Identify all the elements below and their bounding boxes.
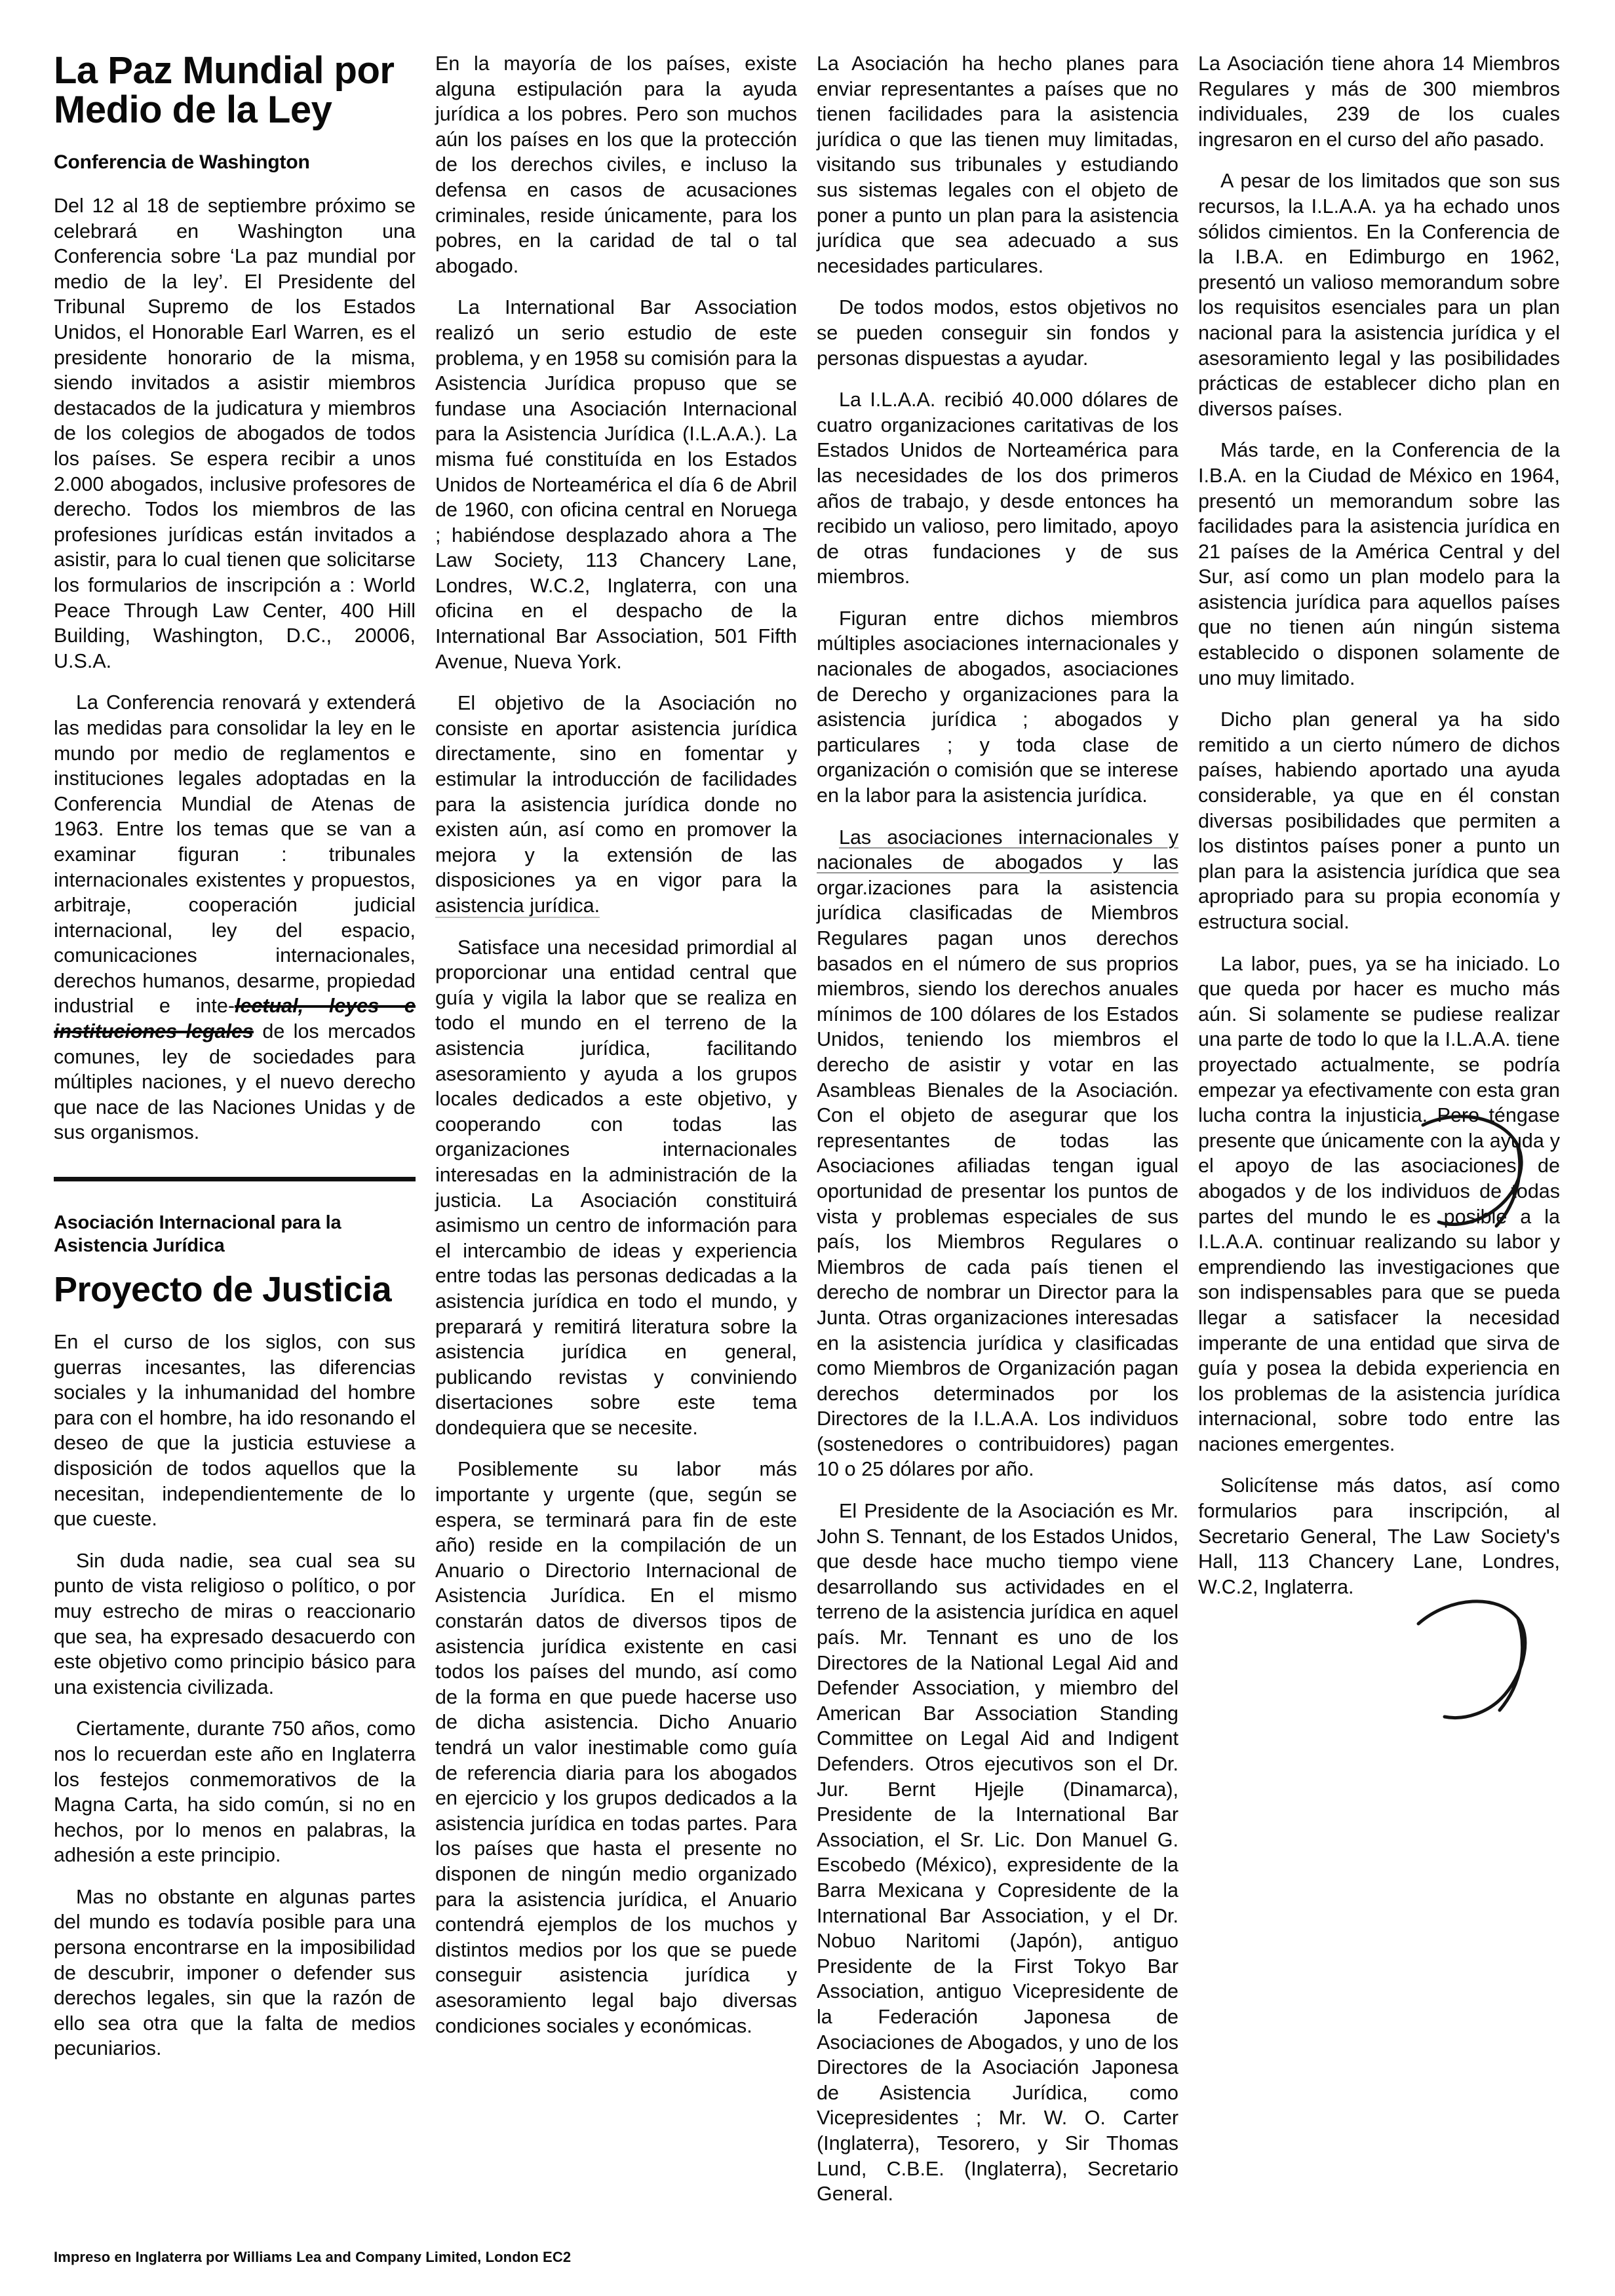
- four-column-layout: [54, 49, 1560, 2207]
- paragraph: La labor, pues, ya se ha iniciado. Lo que queda por hacer es mucho más aún. Si solamente se pudiese realizar una parte de todo lo que la I.L.A.A. tiene proyectado actualmente, se podría empezar ya efectivamente con esta gran lucha contra la injusticia. Pero téngase presente que únicamente con la ayuda y el apoyo de las asociaciones de abogados y de los individuos de todas partes del mundo le es posible a la I.L.A.A. continuar realizando su labor y emprendiendo las investigaciones que son indispensables para que se pueda llegar a satisfacer la necesidad imperante de una entidad que sirva de guía y posea la debida experiencia en los problemas de la asistencia jurídica internacional, sobre todo entre las naciones emergentes.: [1198, 952, 1560, 1455]
- paragraph: La Asociación ha hecho planes para enviar representantes a países que no tienen facilidades para la asistencia jurídica o que las tienen muy limitadas, visitando sus tribunales y estudiando sus sistemas legales con el objeto de poner a punto un plan para la asistencia jurídica que sea adecuado a sus necesidades particulares.: [817, 52, 1178, 277]
- paragraph: La Asociación tiene ahora 14 Miembros Regulares y más de 300 miembros individuales, 239 de los cuales ingresaron en el curso del año pasado.: [1198, 52, 1560, 151]
- paragraph: La International Bar Association realizó un serio estudio de este problema, y en 1958 su comisión para la Asistencia Jurídica propuso que se fundase una Asociación Internacional para la Asistencia Jurídica (I.L.A.A.). La misma fué constituída en los Estados Unidos de Norteamérica el día 6 de Abril de 1960, con oficina central en Noruega ; habiéndose desplazado ahora a The Law Society, 113 Chancery Lane, Londres, W.C.2, Inglaterra, con una oficina en el despacho de la International Bar Association, 501 Fifth Avenue, Nueva York.: [435, 296, 797, 673]
- paragraph: La I.L.A.A. recibió 40.000 dólares de cuatro organizaciones caritativas de los Estados Unidos de Norteamérica para las necesidades de los dos primeros años de trabajo, y desde entonces ha recibido un valioso, pero limitado, apoyo de otras fundaciones y de sus miembros.: [817, 389, 1178, 588]
- paragraph: Del 12 al 18 de septiembre próximo se celebrará en Washington una Conferencia sobre ‘La paz mundial por medio de la ley’. El Presidente del Tribunal Supremo de los Estados Unidos, el Honorable Earl Warren, es el presidente honorario de la misma, siendo invitados a asistir miembros destacados de la judicatura y miembros de los colegios de abogados de todos los países. Se espera recibir a unos 2.000 abogados, inclusive profesores de derecho. Todos los miembros de las profesiones jurídicas están invitados a asistir, para lo cual tienen que solicitarse los formularios de inscripción a : World Peace Through Law Center, 400 Hill Building, Washington, D.C., 20006, U.S.A.: [54, 195, 416, 672]
- paragraph-with-strikethrough: [54, 690, 416, 1145]
- column-4: [1198, 51, 1560, 1599]
- paragraph-text-after-mark: de los mercados comunes, ley de sociedades para múltiples naciones, y el nuevo derecho que nace de las Naciones Unidas y de sus organismos.: [54, 1020, 416, 1144]
- paragraph: En el curso de los siglos, con sus guerras incesantes, las diferencias sociales y la inhumanidad del hombre para con el hombre, ha ido resonando el deseo de que la justicia estuviese a disposición de todos aquellos que la necesitan, independientemente de lo que cueste.: [54, 1331, 416, 1531]
- page-title: La Paz Mundial por Medio de la Ley: [54, 49, 395, 131]
- paragraph-with-underline: [435, 691, 797, 918]
- paragraph: El Presidente de la Asociación es Mr. John S. Tennant, de los Estados Unidos, que desde hace mucho tiempo viene desarrollando sus actividades en el terreno de la asistencia jurídica en aquel país. Mr. Tennant es uno de los Directores de la National Legal Aid and Defender Association, y miembro del American Bar Association Standing Committee on Legal Aid and Indigent Defenders. Otros ejecutivos son el Dr. Jur. Bernt Hjejle (Dinamarca), Presidente de la International Bar Association, el Sr. Lic. Don Manuel G. Escobedo (México), expresidente de la Barra Mexicana y Copresidente de la International Bar Association, y el Dr. Nobuo Naritomi (Japón), antiguo Presidente de la First Tokyo Bar Association, antiguo Vicepresidente de la Federación Japonesa de Asociaciones de Abogados, y uno de los Directores de la Asociación Japonesa de Asistencia Jurídica, como Vicepresidentes ; Mr. W. O. Carter (Inglaterra), Tesorero, y Sir Thomas Lund, C.B.E. (Inglaterra), Secretario General.: [817, 1500, 1178, 2206]
- paragraph: Figuran entre dichos miembros múltiples asociaciones internacionales y nacionales de abogados, asociaciones de Derecho y organizaciones para la asistencia jurídica ; abogados y particulares ; y toda clase de organización o comisión que se interese en la labor para la asistencia jurídica.: [817, 607, 1178, 807]
- paragraph: Satisface una necesidad primordial al proporcionar una entidad central que guía y vigila la labor que se realiza en todo el mundo en el terreno de la asistencia jurídica, facilitando asesoramiento y ayuda a los grupos locales dedicados a este objetivo, y cooperando con todas las organizaciones internacionales interesadas en la administración de la justicia. La Asociación constituirá asimismo un centro de información para el intercambio de ideas y experiencia entre todas las personas dedicadas a la asistencia jurídica en todo el mundo, y preparará y remitirá literatura sobre la asistencia jurídica en general, publicando revistas y conviniendo disertaciones sobre este tema dondequiera que se necesite.: [435, 936, 797, 1439]
- section-divider-rule: [54, 1177, 416, 1181]
- paragraph-text: orgar.izaciones para la asistencia jurídica clasificadas de Miembros Regulares pagan unos derechos basados en el número de sus proprios miembros, siendo los derechos anuales mínimos de 100 dólares de los Estados Unidos, teniendo los miembros el derecho de asistir y votar en las Asambleas Bienales de la Asociación. Con el objeto de asegurar que los representantes de todas las Asociaciones afiliadas tengan igual oportunidad de presentar los puntos de vista y problemas especiales de sus país, los Miembros Regulares o Miembros de cada país tienen el derecho de nombrar un Director para la Junta. Otras organizaciones interesadas en la asistencia jurídica y clasificadas como Miembros de Organización pagan derechos determinados por los Directores de la I.L.A.A. Los individuos (sostenedores o contribuidores) pagan 10 o 25 dólares por año.: [817, 876, 1178, 1481]
- paragraph: Dicho plan general ya ha sido remitido a un cierto número de dichos países, habiendo aportado una ayuda considerable, ya que en él constan diversas posibilidades que permiten a los distintos países poner a punto un plan para la asistencia jurídica que sea apropriado para su propia economía y estructura social.: [1198, 708, 1560, 933]
- column-3: [817, 51, 1178, 2207]
- strikethrough-annotation: lectual, leyes e instituciones legales: [54, 995, 416, 1043]
- article-one-subtitle: Conferencia de Washington: [54, 151, 310, 174]
- paragraph: Ciertamente, durante 750 años, como nos lo recuerdan este año en Inglaterra los festejos conmemorativos de la Magna Carta, ha sido común, si no en hechos, por lo menos en palabras, la adhesión a este principio.: [54, 1717, 416, 1867]
- paragraph-with-underline: [817, 825, 1178, 1482]
- article-two-title: Proyecto de Justicia: [54, 1269, 392, 1309]
- paragraph: A pesar de los limitados que son sus recursos, la I.L.A.A. ya ha echado unos sólidos cimientos. En la Conferencia de la I.B.A. en Edimburgo en 1962, presentó un valioso memorandum sobre los requisitos esenciales para un plan nacional para la asistencia jurídica y el asesoramiento legal y las posibilidades prácticas de establecer dicho plan en diversos países.: [1198, 170, 1560, 420]
- article-two-kicker: Asociación Internacional para la Asistencia Jurídica: [54, 1212, 341, 1257]
- paragraph: Mas no obstante en algunas partes del mundo es todavía posible para una persona encontrarse en la imposibilidad de descubrir, imponer o defender sus derechos legales, sin que la razón de ello sea otra que la falta de medios pecuniarios.: [54, 1885, 416, 2060]
- paragraph: Más tarde, en la Conferencia de la I.B.A. en la Ciudad de México en 1964, presentó un memorandum sobre las facilidades para la asistencia jurídica en 21 países de la América Central y del Sur, así como un plan modelo para la asistencia jurídica para aquellos países que no tienen aún ningún sistema establecido o disponen solamente de uno muy limitado.: [1198, 439, 1560, 689]
- column-1: [54, 51, 416, 2061]
- underline-annotation: Las asociaciones internacionales y nacionales de abogados y las: [817, 826, 1178, 874]
- underline-annotation: asistencia jurídica.: [435, 894, 600, 917]
- paragraph: Sin duda nadie, sea cual sea su punto de vista religioso o político, o por muy estrecho de miras o reaccionario que sea, ha expresado desacuerdo con este objetivo como principio básico para una existencia civilizada.: [54, 1549, 416, 1698]
- paragraph: Solicítense más datos, así como formularios para inscripción, al Secretario General, The Law Society's Hall, 113 Chancery Lane, Londres, W.C.2, Inglaterra.: [1198, 1474, 1560, 1598]
- paragraph: De todos modos, estos objetivos no se pueden conseguir sin fondos y personas dispuestas a ayudar.: [817, 296, 1178, 370]
- paragraph-text-before-mark: La Conferencia renovará y extenderá las medidas para consolidar la ley en le mundo por medio de reglamentos e instituciones legales adoptadas en la Conferencia Mundial de Atenas de 1963. Entre los temas que se van a examinar figuran : tribunales internacionales existentes y propuestos, arbitraje, cooperación judicial internacional, ley del espacio, comunicaciones internacionales, derechos humanos, desarme, propiedad industrial e inte-: [54, 691, 416, 1018]
- paragraph: Posiblemente su labor más importante y urgente (que, según se espera, se terminará para fin de este año) reside en la compilación de un Anuario o Directorio Internacional de Asistencia Jurídica. En el mismo constarán datos de diversos tipos de asistencia jurídica existente en casi todos los países del mundo, así como de la forma en que puede hacerse uso de dicha asistencia. Dicho Anuario tendrá un valor inestimable como guía de referencia diaria para los abogados en ejercicio y los grupos dedicados a la asistencia jurídica en todas partes. Para los países que hasta el presente no disponen de ningún medio organizado para la asistencia jurídica, el Anuario contendrá ejemplos de los muchos y distintos medios por los que se puede conseguir asistencia jurídica y asesoramiento legal bajo diversas condiciones sociales y económicas.: [435, 1458, 797, 2037]
- paragraph: En la mayoría de los países, existe alguna estipulación para la ayuda jurídica a los pobres. Pero son muchos aún los países en los que la protección de los derechos civiles, e incluso la defensa en casos de acusaciones criminales, reside únicamente, para los pobres, en la caridad de tal o tal abogado.: [435, 52, 797, 277]
- column-2: [435, 51, 797, 2038]
- print-footer: Impreso en Inglaterra por Williams Lea and Company Limited, London EC2: [54, 2249, 572, 2265]
- paragraph-text: El objetivo de la Asociación no consiste en aportar asistencia jurídica directamente, sino en fomentar y estimular la introducción de facilidades para la asistencia jurídica donde no existen aún, así como en promover la mejora y la extensión de las disposiciones ya en vigor para la: [435, 692, 797, 892]
